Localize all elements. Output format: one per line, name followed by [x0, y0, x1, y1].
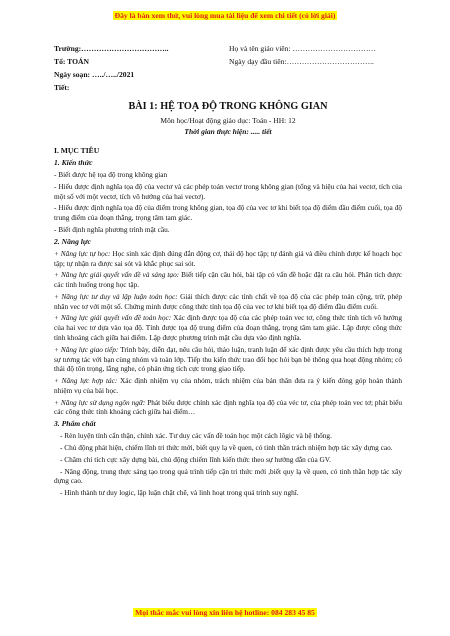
- date-taught-field: Ngày dạy đầu tiên:……………………………..: [229, 57, 374, 66]
- hotline-banner: Mọi thắc mắc vui lòng xin liên hệ hotline: 084 283 45 85: [135, 608, 315, 617]
- section-goals: I. MỤC TIÊU: [54, 145, 100, 155]
- ability-item: + Năng lực hợp tác: Xác định nhiệm vụ của nhóm, trách nhiệm của bản thân đưa ra ý kiến đóng góp hoàn thành nhiệm vụ của bài học.: [54, 376, 402, 395]
- header-row-1: [54, 44, 402, 57]
- knowledge-item: - Hiểu được định nghĩa tọa độ của điểm trong không gian, tọa độ của vec tơ khi biết tọa độ điểm đầu điểm cuối, tọa độ trung điểm của đoạn thẳng, trọng tâm tam giác.: [54, 203, 402, 223]
- section-quality: 3. Phẩm chất: [54, 419, 96, 429]
- quality-item: - Chăm chỉ tích cực xây dựng bài, chủ động chiếm lĩnh kiến thức theo sự hướng dẫn của GV.: [60, 454, 331, 464]
- date-prepared-field: Ngày soạn: …../…../2021: [54, 70, 135, 79]
- group-field: Tổ: TOÁN: [54, 57, 89, 66]
- section-knowledge: 1. Kiến thức: [54, 157, 93, 167]
- ability-item: + Năng lực giải quyết vấn đề toán học: Xác định được tọa độ của các phép toán vec tơ, công thức tính tích vô hướng của hai vec tơ dựa vào tọa độ. Tính được tọa độ trung điểm của đoạn thẳng, trọng tâm tam giác. Lập được công thức tính khoảng cách giữa hai điểm. Lập được phương trình mặt cầu dựa vào định nghĩa.: [54, 313, 402, 342]
- ability-item: + Năng lực giao tiếp: Trình bày, diễn đạt, nêu câu hỏi, thảo luận, tranh luận để xác định được yêu cầu thích hợp trong sự tương tác với bạn cùng nhóm và toàn lớp. Tiếp thu kiến thức trao đổi học hỏi bạn bè thông qua hoạt động nhóm; có thái độ tôn trọng, lắng nghe, có phản ứng tích cực trong giao tiếp.: [54, 344, 403, 374]
- lesson-subtitle: Môn học/Hoạt động giáo dục: Toán - HH: 12: [160, 115, 296, 125]
- preview-banner: Đây là bản xem thử, vui lòng mua tài liệu để xem chi tiết (có lời giải): [114, 11, 336, 20]
- lesson-plan: [54, 44, 402, 498]
- section-ability: 2. Năng lực: [54, 236, 91, 246]
- ability-item: + Năng lực tự học: Học sinh xác định đúng đắn động cơ, thái độ học tập; tự đánh giá và điều chỉnh được kế hoạch học tập; tự nhận ra được sai sót và khắc phục sai sót.: [54, 248, 402, 268]
- knowledge-item: - Biết định nghĩa phương trình mặt cầu.: [54, 224, 170, 234]
- header-row-3: [54, 70, 402, 83]
- period-field: Tiết:: [54, 83, 70, 92]
- lesson-title: BÀI 1: HỆ TOẠ ĐỘ TRONG KHÔNG GIAN: [128, 101, 328, 112]
- ability-item: + Năng lực sử dụng ngôn ngữ: Phát biểu được chính xác định nghĩa tọa độ của véc tơ, của phép toán vec tơ; phát biểu các công thức tính khoảng cách giữa hai điểm…: [54, 397, 402, 417]
- teacher-field: Họ và tên giáo viên: ……………………………: [229, 44, 377, 53]
- knowledge-item: - Biết được hệ tọa độ trong không gian: [54, 170, 168, 180]
- quality-item: - Chủ động phát hiện, chiếm lĩnh tri thức mới, biết quy lạ về quen, có tinh thần trách nhiệm hợp tác xây dựng cao.: [60, 443, 393, 453]
- knowledge-item: - Hiểu được định nghĩa tọa độ của vectơ và các phép toán vectơ trong không gian (tổng và hiệu của hai vectơ, tích của một số với một vectơ, tích vô hướng của hai vectơ).: [54, 181, 402, 201]
- quality-item: - Hình thành tư duy logic, lập luận chặt chẽ, và linh hoạt trong quá trình suy nghĩ.: [60, 488, 299, 498]
- header-row-4: [54, 83, 402, 96]
- ability-item: + Năng lực giải quyết vấn đề và sáng tạo: Biết tiếp cận câu hỏi, bài tập có vấn đề hoặc đặt ra câu hỏi. Phân tích được các tình huống trong học tập.: [54, 270, 402, 290]
- lesson-time: Thời gian thực hiện: ..... tiết: [184, 126, 272, 136]
- header-row-2: [54, 57, 402, 70]
- quality-item: - Rèn luyện tính cẩn thận, chính xác. Tư duy các vấn đề toán học một cách lôgic và hệ thống.: [60, 431, 332, 441]
- ability-item: + Năng lực tư duy và lập luận toán học: Giải thích được các tính chất về tọa độ của các phép toán cộng, trừ, phép nhân vec tơ với một số. Chứng minh được công thức tính tọa độ của vec tơ khi biết tọa độ điểm đầu điểm cuối.: [54, 291, 402, 311]
- school-field: Trường:……………………………..: [54, 44, 169, 53]
- quality-item: - Năng động, trung thực sáng tạo trong quá trình tiếp cận tri thức mới ,biết quy lạ về quen, có tinh thần hợp tác xây dựng cao.: [54, 466, 402, 486]
